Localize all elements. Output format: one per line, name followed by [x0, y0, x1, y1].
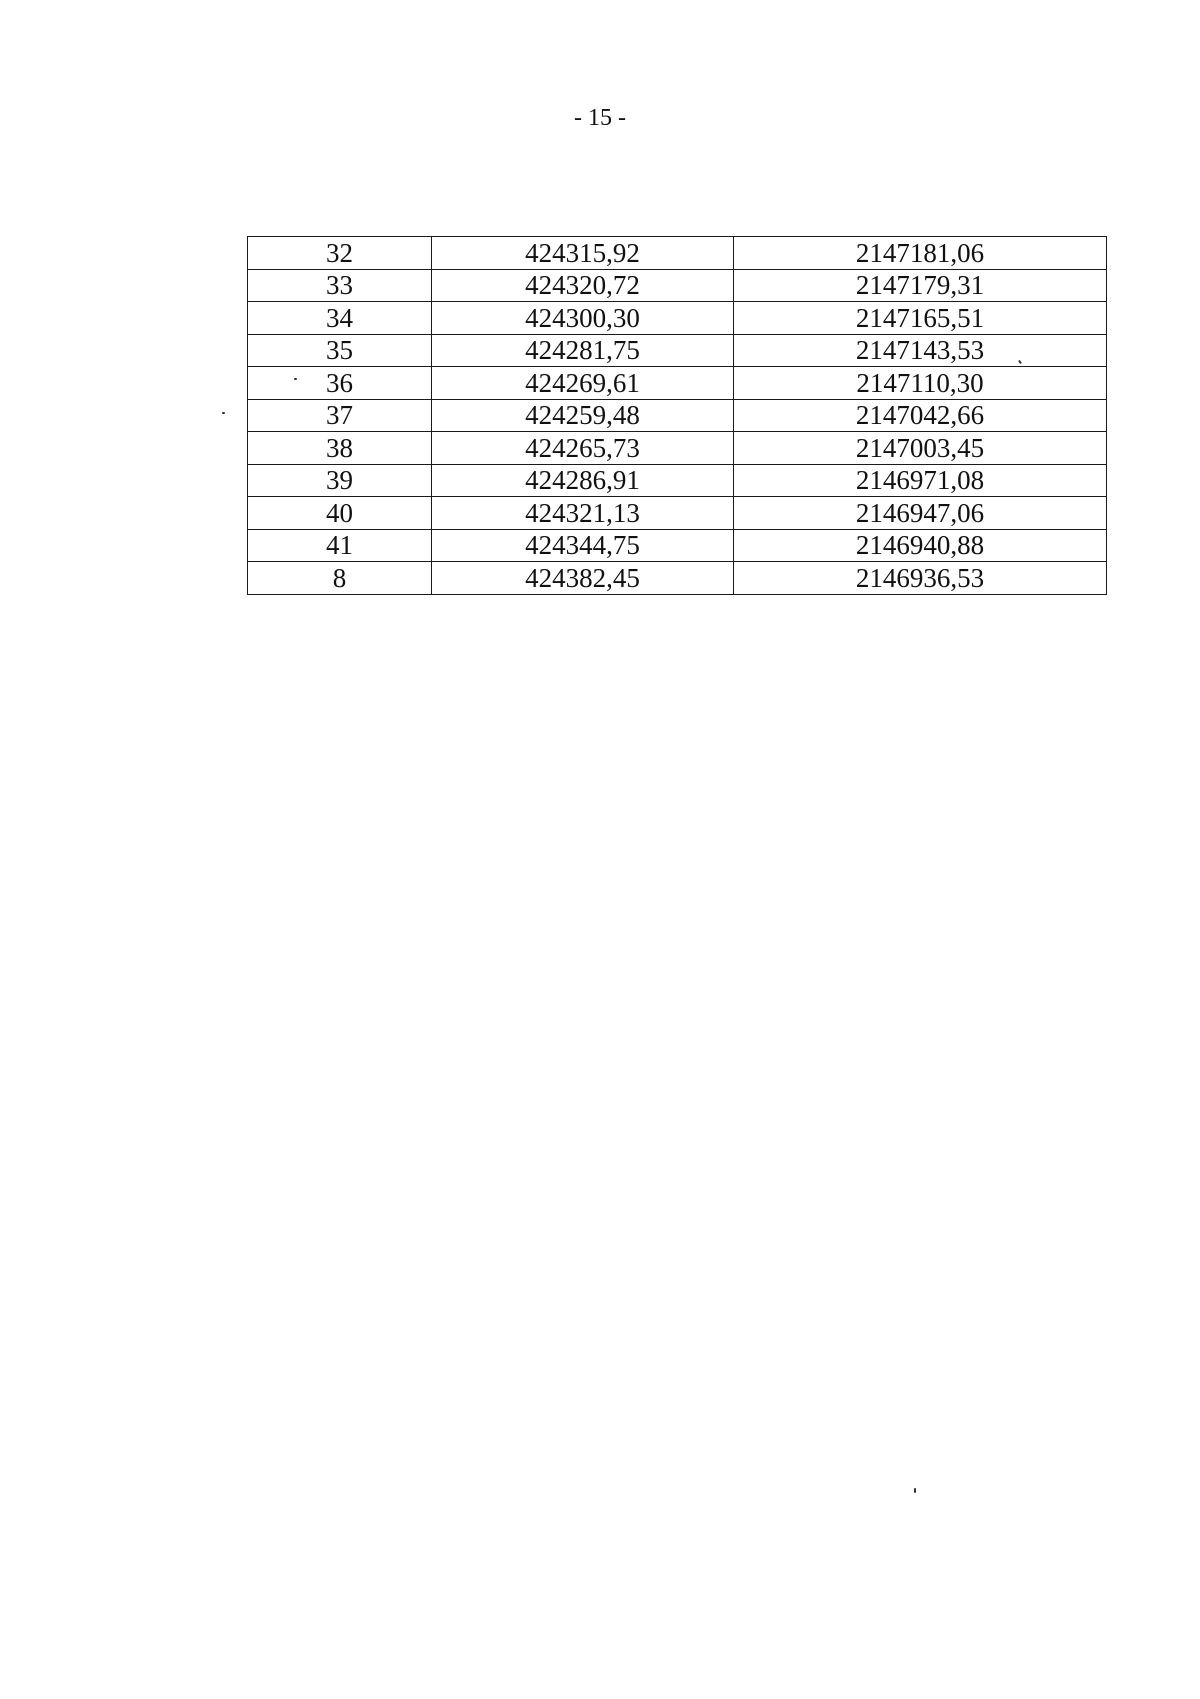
point-number-cell: 35	[248, 334, 432, 367]
y-coordinate-cell: 2146940,88	[734, 529, 1107, 562]
coordinates-table	[247, 236, 1107, 595]
point-number-cell: 38	[248, 432, 432, 465]
x-coordinate-cell: 424344,75	[432, 529, 734, 562]
table-row	[248, 432, 1107, 465]
point-number-cell: 40	[248, 497, 432, 530]
y-coordinate-cell: 2147181,06	[734, 237, 1107, 270]
point-number-cell: 36	[248, 367, 432, 400]
point-number-cell: 8	[248, 562, 432, 595]
y-coordinate-cell: 2146936,53	[734, 562, 1107, 595]
scan-speck	[294, 378, 297, 380]
y-coordinate-cell: 2147042,66	[734, 399, 1107, 432]
table-row	[248, 237, 1107, 270]
table-row	[248, 399, 1107, 432]
table-row	[248, 367, 1107, 400]
y-coordinate-cell: 2146971,08	[734, 464, 1107, 497]
x-coordinate-cell: 424321,13	[432, 497, 734, 530]
scan-speck	[222, 412, 225, 414]
x-coordinate-cell: 424382,45	[432, 562, 734, 595]
x-coordinate-cell: 424320,72	[432, 269, 734, 302]
page-number: - 15 -	[574, 105, 626, 131]
x-coordinate-cell: 424315,92	[432, 237, 734, 270]
y-coordinate-cell: 2147003,45	[734, 432, 1107, 465]
table-row	[248, 497, 1107, 530]
x-coordinate-cell: 424286,91	[432, 464, 734, 497]
y-coordinate-cell: 2146947,06	[734, 497, 1107, 530]
y-coordinate-cell: 2147143,53	[734, 334, 1107, 367]
table-row	[248, 529, 1107, 562]
x-coordinate-cell: 424269,61	[432, 367, 734, 400]
point-number-cell: 33	[248, 269, 432, 302]
table-row	[248, 562, 1107, 595]
point-number-cell: 32	[248, 237, 432, 270]
x-coordinate-cell: 424265,73	[432, 432, 734, 465]
scan-speck	[914, 1488, 916, 1493]
y-coordinate-cell: 2147179,31	[734, 269, 1107, 302]
x-coordinate-cell: 424300,30	[432, 302, 734, 335]
y-coordinate-cell: 2147165,51	[734, 302, 1107, 335]
point-number-cell: 37	[248, 399, 432, 432]
point-number-cell: 34	[248, 302, 432, 335]
table-row	[248, 464, 1107, 497]
x-coordinate-cell: 424281,75	[432, 334, 734, 367]
point-number-cell: 39	[248, 464, 432, 497]
y-coordinate-cell: 2147110,30	[734, 367, 1107, 400]
x-coordinate-cell: 424259,48	[432, 399, 734, 432]
table-row	[248, 269, 1107, 302]
table-row	[248, 302, 1107, 335]
point-number-cell: 41	[248, 529, 432, 562]
table-row	[248, 334, 1107, 367]
